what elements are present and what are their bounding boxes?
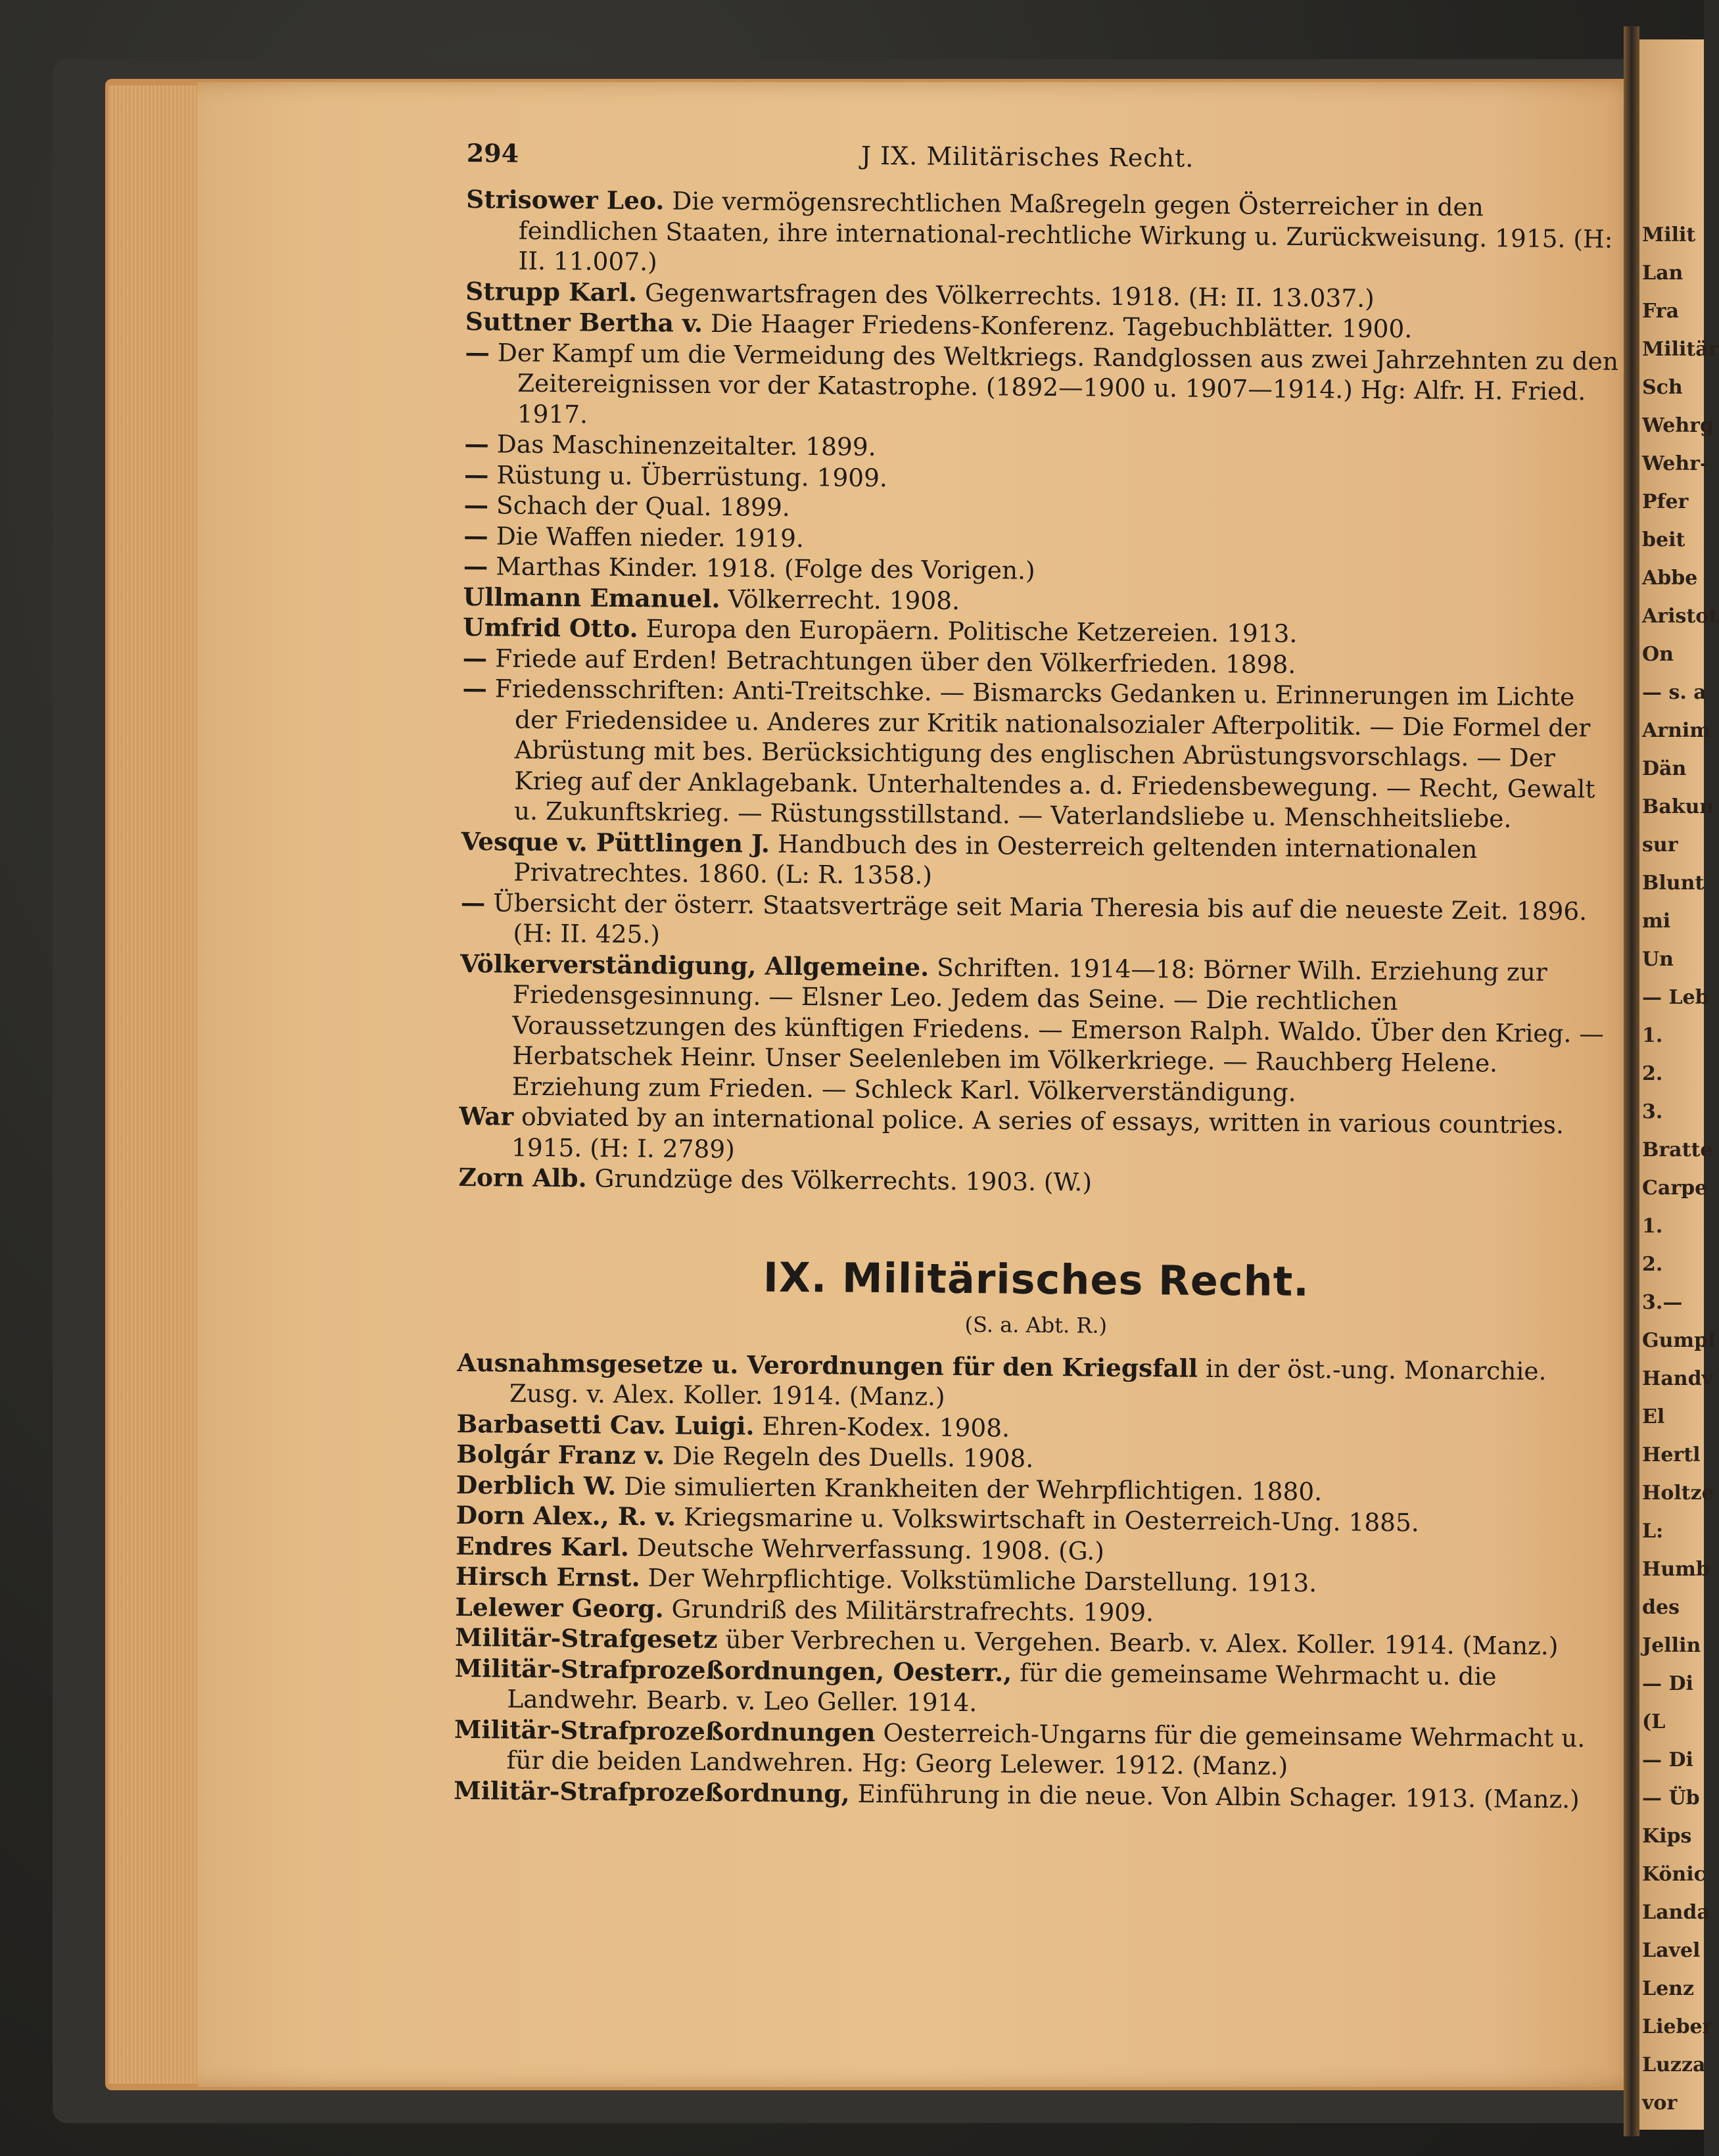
entry-text: für die gemeinsame Wehrmacht u. die Landwehr. Bearb. v. Leo Geller. 1914.	[507, 1658, 1497, 1718]
entry-text: Schach der Qual. 1899.	[496, 490, 790, 522]
next-page-word: Arnim	[1642, 719, 1711, 742]
entry-author: Strupp Karl.	[465, 276, 638, 307]
entry-author: Vesque v. Püttlingen J.	[461, 826, 770, 858]
next-page-word: mi	[1642, 910, 1671, 933]
entry-text: Der Kampf um die Vermeidung des Weltkriegs. Randglossen aus zwei Jahrzehnten zu den Zeitereignissen vor der Katastrophe. (1892—1900 u. 1907—1914.) Hg: Alfr. H. Fried. 1917.	[497, 337, 1619, 429]
next-page-word: 3.	[1642, 1100, 1663, 1123]
running-title: J IX. Militärisches Recht.	[860, 141, 1194, 173]
entry-author: Endres Karl.	[456, 1531, 630, 1562]
entry-list-military-law	[454, 1347, 1614, 1814]
entry-author: —	[462, 673, 488, 703]
bibliography-entry	[465, 184, 1623, 285]
bibliography-entry	[465, 337, 1622, 437]
next-page-word: Lan	[1642, 262, 1684, 285]
entry-text: Der Wehrpflichtige. Volkstümliche Darstellung. 1913.	[648, 1563, 1317, 1598]
next-page-word: Gumpl	[1642, 1329, 1716, 1352]
next-page-word: Un	[1642, 948, 1674, 971]
next-page-word: vor	[1642, 2092, 1678, 2115]
entry-author: Ullmann Emanuel.	[463, 582, 720, 613]
next-page-word: Humb	[1642, 1558, 1710, 1581]
bibliography-entry	[459, 1101, 1616, 1171]
next-page-word: Könic	[1642, 1863, 1706, 1886]
next-page-word: Holtze	[1642, 1482, 1714, 1505]
entry-author: Ausnahmsgesetze u. Verordnungen für den Kriegsfall	[457, 1348, 1198, 1383]
entry-text: in der öst.-ung. Monarchie. Zusg. v. Alex. Koller. 1914. (Manz.)	[509, 1353, 1547, 1411]
entry-author: Hirsch Ernst.	[455, 1561, 640, 1593]
entry-text: Die simulierten Krankheiten der Wehrpflichtigen. 1880.	[623, 1471, 1323, 1506]
entry-author: Derblich W.	[456, 1470, 617, 1501]
entry-author: Strisower Leo.	[466, 184, 665, 216]
next-page-word: — Leb	[1642, 986, 1709, 1009]
bibliography-entry	[461, 826, 1618, 896]
entry-text: Grundzüge des Völkerrechts. 1903. (W.)	[594, 1163, 1093, 1197]
entry-text: Kriegsmarine u. Volkswirtschaft in Oesterreich-Ung. 1885.	[683, 1502, 1419, 1537]
next-page-word: Fra	[1642, 300, 1680, 323]
next-page-word: — Di	[1642, 1672, 1693, 1695]
next-page-word: (L	[1642, 1710, 1666, 1733]
next-page-word: Pfer	[1642, 490, 1689, 513]
next-page-word: Bakun	[1642, 795, 1714, 818]
page-number: 294	[466, 138, 519, 168]
next-page-word: 2.	[1642, 1253, 1663, 1276]
entry-author: —	[463, 521, 488, 550]
section-subtitle: (S. a. Abt. R.)	[964, 1311, 1108, 1338]
entry-text: Marthas Kinder. 1918. (Folge des Vorigen.)	[496, 551, 1035, 585]
next-page-word: Carpe	[1642, 1177, 1708, 1200]
entry-text: über Verbrechen u. Vergehen. Bearb. v. Alex. Koller. 1914. (Manz.)	[725, 1625, 1559, 1661]
entry-text: Handbuch des in Oesterreich geltenden internationalen Privatrechtes. 1860. (L: R. 1358.)	[513, 829, 1478, 890]
entry-text: Europa den Europäern. Politische Ketzereien. 1913.	[646, 614, 1298, 648]
entry-author: Suttner Bertha v.	[465, 306, 703, 338]
entry-text: Grundriß des Militärstrafrechts. 1909.	[671, 1594, 1154, 1627]
entry-text: Oesterreich-Ungarns für die gemeinsame Wehrmacht u. für die beiden Landwehren. Hg: Georg Lelewer. 1912. (Manz.)	[506, 1718, 1586, 1781]
entry-text: Die Regeln des Duells. 1908.	[672, 1441, 1034, 1473]
entry-text: Friedensschriften: Anti-Treitschke. — Bismarcks Gedanken u. Erinnerungen im Lichte der Friedensidee u. Anderes zur Kritik nationalsozialer Afterpolitik. — Die Formel der Abrüstung mit bes. Berücksichtigung des englischen Abrüstungsvorschlags. — Der Krieg auf der Anklagebank. Unterhaltendes a. d. Friedensbewegung. — Recht, Gewalt u. Zukunftskrieg. — Rüstungsstillstand. — Vaterlandsliebe u. Menschheitsliebe.	[494, 674, 1595, 833]
entry-author: Umfrid Otto.	[462, 612, 638, 644]
next-page-word: Dän	[1642, 757, 1687, 780]
entry-author: —	[462, 643, 488, 672]
next-page-word: Luzza	[1642, 2053, 1706, 2076]
bibliography-entry	[454, 1714, 1611, 1784]
entry-text: Friede auf Erden! Betrachtungen über den Völkerfrieden. 1898.	[495, 643, 1296, 679]
next-page-word: On	[1642, 643, 1674, 666]
entry-text: Das Maschinenzeitalter. 1899.	[496, 429, 876, 461]
book-gutter	[1624, 26, 1639, 2136]
next-page-word: — Üb	[1642, 1787, 1700, 1810]
next-page-word: Lenz	[1642, 1977, 1695, 2000]
entry-text: Rüstung u. Überrüstung. 1909.	[496, 459, 888, 492]
next-page-word: Wehrg	[1642, 414, 1714, 437]
bibliography-entry	[457, 1347, 1614, 1417]
next-page-word: Jellin	[1642, 1634, 1701, 1657]
entry-text: Deutsche Wehrverfassung. 1908. (G.)	[636, 1532, 1105, 1566]
entry-text: Die Waffen nieder. 1919.	[496, 521, 805, 553]
entry-text: Völkerrecht. 1908.	[728, 584, 960, 615]
entry-text: Übersicht der österr. Staatsverträge seit Maria Theresia bis auf die neueste Zeit. 1896. (H: II. 425.)	[493, 887, 1588, 949]
next-page-word: beit	[1642, 528, 1685, 551]
entry-author: Militär-Strafgesetz	[454, 1622, 718, 1654]
entry-author: —	[465, 337, 490, 367]
next-page-word: Hertl	[1642, 1443, 1701, 1466]
page-header	[466, 138, 1623, 193]
next-page-word: Handv	[1642, 1367, 1714, 1390]
next-page-word: — Di	[1642, 1748, 1693, 1771]
entry-author: Lelewer Georg.	[455, 1592, 664, 1623]
entry-author: Dorn Alex., R. v.	[456, 1500, 676, 1532]
entry-author: Militär-Strafprozeßordnungen	[454, 1714, 876, 1747]
section-title: IX. Militärisches Recht.	[763, 1253, 1310, 1305]
entry-text: Schriften. 1914—18: Börner Wilh. Erziehung zur Friedensgesinnung. — Elsner Leo. Jedem das Seine. — Die rechtlichen Voraussetzungen des künftigen Friedens. — Emerson Ralph. Waldo. Über den Krieg. — Herbatschek Heinr. Unser Seelenleben im Völkerkriege. — Rauchberg Helene. Erziehung zum Frieden. — Schleck Karl. Völkerverständigung.	[511, 952, 1605, 1107]
entry-text: Die Haager Friedens-Konferenz. Tagebuchblätter. 1900.	[710, 308, 1413, 344]
entry-author: War	[459, 1101, 514, 1131]
bibliography-entry	[459, 948, 1617, 1110]
entry-list-international-law	[458, 184, 1623, 1202]
entry-text: obviated by an international police. A series of essays, written in various countries. 1915. (H: I. 2789)	[511, 1102, 1565, 1163]
entry-author: Bolgár Franz v.	[456, 1439, 665, 1470]
entry-author: —	[463, 490, 489, 520]
next-page-word: Lavel	[1642, 1939, 1701, 1962]
next-page-word: 3.—	[1642, 1291, 1683, 1314]
next-page-edge	[1639, 39, 1719, 2130]
next-page-word: Milit	[1642, 223, 1696, 246]
entry-author: Militär-Strafprozeßordnung,	[454, 1775, 850, 1808]
entry-author: —	[463, 551, 488, 581]
bibliography-entry	[461, 673, 1620, 835]
bibliography-entry	[460, 887, 1618, 957]
next-page-word: Abbe	[1642, 567, 1698, 590]
next-page-word: Militär	[1642, 338, 1719, 361]
page-content	[454, 138, 1624, 1815]
next-page-word: 1.	[1642, 1215, 1663, 1238]
bibliography-entry	[454, 1652, 1612, 1723]
next-page-word: El	[1642, 1405, 1665, 1428]
next-page-word: Sch	[1642, 376, 1683, 399]
next-page-word: Kips	[1642, 1825, 1692, 1848]
entry-author: Zorn Alb.	[458, 1162, 587, 1193]
next-page-word: Blunt	[1642, 872, 1705, 895]
entry-text: Ehren-Kodex. 1908.	[762, 1411, 1010, 1443]
next-page-word: Landa	[1642, 1901, 1710, 1924]
entry-author: —	[460, 887, 486, 917]
next-page-word: L:	[1642, 1520, 1664, 1543]
next-page-word: 2.	[1642, 1062, 1663, 1085]
entry-text: Gegenwartsfragen des Völkerrechts. 1918. (H: II. 13.037.)	[644, 277, 1375, 313]
next-page-word: Lieber	[1642, 2015, 1713, 2038]
next-page-word: Wehr-	[1642, 452, 1708, 475]
next-page-word: — s. a	[1642, 681, 1707, 704]
entry-author: Völkerverständigung, Allgemeine.	[459, 949, 930, 982]
next-page-word: Aristot	[1642, 605, 1718, 628]
next-page-word: sur	[1642, 833, 1678, 856]
entry-author: —	[463, 459, 489, 489]
entry-author: —	[464, 429, 490, 459]
next-page-word: Bratte	[1642, 1138, 1713, 1161]
entry-author: Militär-Strafprozeßordnungen, Oesterr.,	[454, 1653, 1012, 1687]
entry-text: Die vermögensrechtlichen Maßregeln gegen Österreicher in den feindlichen Staaten, ihre international-rechtliche Wirkung u. Zurückweisung. 1915. (H: II. 11.007.)	[518, 186, 1613, 277]
next-page-word: 1.	[1642, 1024, 1663, 1047]
next-page-word: des	[1642, 1596, 1680, 1619]
entry-text: Einführung in die neue. Von Albin Schager. 1913. (Manz.)	[857, 1779, 1580, 1814]
entry-author: Barbasetti Cav. Luigi.	[456, 1409, 755, 1440]
